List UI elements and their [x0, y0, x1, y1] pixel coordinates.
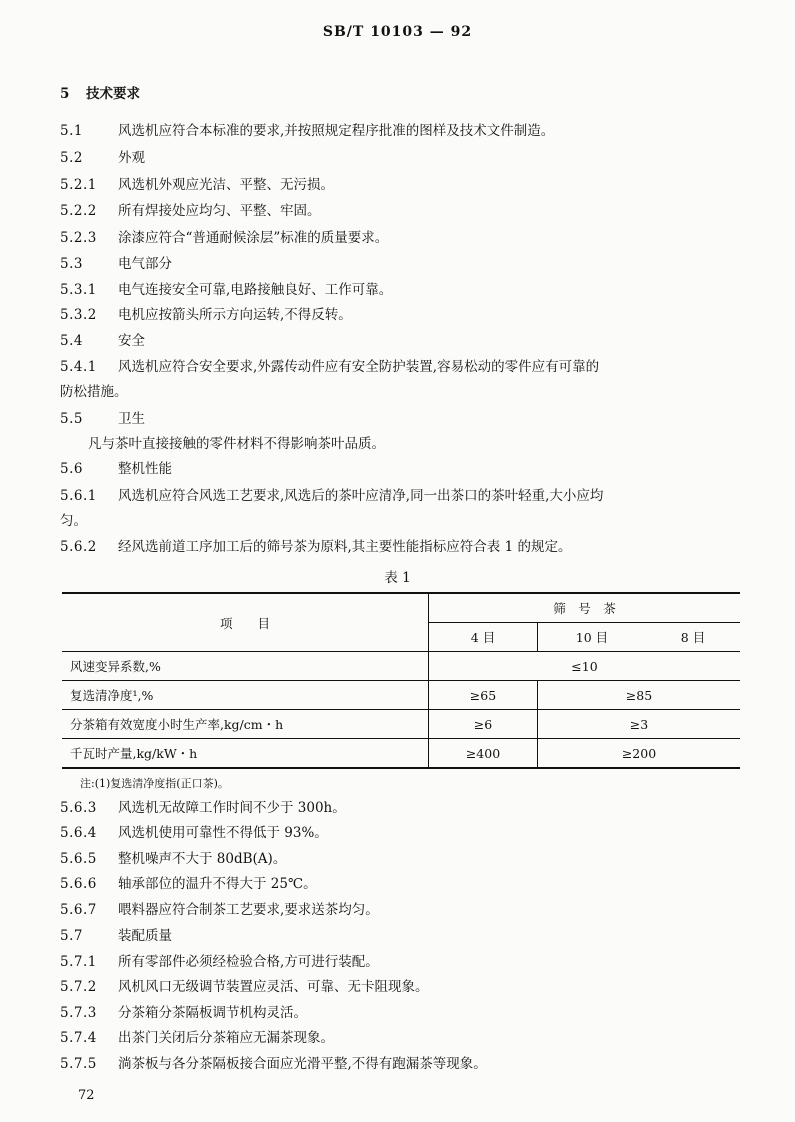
table-note: 注:(1)复选清净度指(正口茶)。: [80, 777, 229, 790]
table-cell: ≥6: [429, 710, 538, 739]
clause: 5.6.7 喂料器应符合制茶工艺要求,要求送茶均匀。: [60, 902, 379, 918]
table-cell-label: 风速变异系数,%: [62, 652, 429, 681]
clause: 5.4 安全: [60, 333, 145, 349]
table-cell-label: 复选清净度¹,%: [62, 681, 429, 710]
document-header: SB/T 10103 — 92: [322, 24, 473, 40]
clause: 5.6 整机性能: [60, 461, 172, 477]
clause: 5.6.2 经风选前道工序加工后的筛号茶为原料,其主要性能指标应符合表 1 的规定。: [60, 539, 572, 555]
table-subheader: 4 目: [429, 623, 538, 652]
clause: 5.7.5 淌茶板与各分茶隔板接合面应光滑平整,不得有跑漏茶等现象。: [60, 1056, 487, 1072]
clause: 5.7.4 出茶门关闭后分茶箱应无漏茶现象。: [60, 1030, 334, 1046]
clause: 5.3.2 电机应按箭头所示方向运转,不得反转。: [60, 307, 352, 323]
table-cell: ≤10: [429, 652, 741, 681]
table-header-group: 筛 号 茶: [429, 593, 741, 623]
table-row: [62, 710, 740, 739]
clause: 5.6.1 风选机应符合风选工艺要求,风选后的茶叶应清净,同一出茶口的茶叶轻重,大小应均: [60, 488, 604, 504]
clause-continuation: 匀。: [60, 513, 87, 529]
table-cell: ≥3: [538, 710, 741, 739]
table-subheader: 8 目: [646, 623, 740, 652]
table-cell: ≥65: [429, 681, 538, 710]
clause: 5.7.1 所有零部件必须经检验合格,方可进行装配。: [60, 954, 379, 970]
clause: 5.1 风选机应符合本标准的要求,并按照规定程序批准的图样及技术文件制造。: [60, 123, 555, 139]
section-number: 5: [60, 86, 70, 102]
clause: 5.7.2 风机风口无级调节装置应灵活、可靠、无卡阻现象。: [60, 979, 429, 995]
clause: 5.5 卫生: [60, 411, 145, 427]
clause: 5.4.1 风选机应符合安全要求,外露传动件应有安全防护装置,容易松动的零件应有可靠的: [60, 359, 600, 375]
clause: 5.2.2 所有焊接处应均匀、平整、牢固。: [60, 203, 321, 219]
table-cell: ≥200: [538, 739, 741, 769]
clause: 5.6.4 风选机使用可靠性不得低于 93%。: [60, 825, 328, 841]
table-cell: ≥400: [429, 739, 538, 769]
clause: 5.2 外观: [60, 150, 145, 166]
table-header-item: 项 目: [62, 593, 429, 652]
page-number: 72: [78, 1088, 95, 1103]
table-row: [62, 681, 740, 710]
clause: 5.7.3 分茶箱分茶隔板调节机构灵活。: [60, 1005, 307, 1021]
table-row: [62, 739, 740, 769]
table-cell-label: 千瓦时产量,kg/kW・h: [62, 739, 429, 769]
clause-continuation: 防松措施。: [60, 384, 128, 400]
table-caption: 表 1: [384, 570, 411, 586]
clause-body: 凡与茶叶直接接触的零件材料不得影响茶叶品质。: [88, 436, 385, 452]
clause: 5.2.3 涂漆应符合“普通耐候涂层”标准的质量要求。: [60, 230, 389, 246]
table-cell-label: 分茶箱有效宽度小时生产率,kg/cm・h: [62, 710, 429, 739]
table-row: [62, 652, 740, 681]
performance-table: [62, 592, 740, 769]
clause: 5.3.1 电气连接安全可靠,电路接触良好、工作可靠。: [60, 282, 393, 298]
clause: 5.7 装配质量: [60, 928, 172, 944]
table-subheader: 10 目: [538, 623, 647, 652]
clause: 5.3 电气部分: [60, 256, 172, 272]
section-heading: [60, 84, 140, 104]
clause: 5.2.1 风选机外观应光洁、平整、无污损。: [60, 177, 334, 193]
section-title: 技术要求: [86, 86, 140, 102]
clause: 5.6.5 整机噪声不大于 80dB(A)。: [60, 851, 287, 867]
clause: 5.6.3 风选机无故障工作时间不少于 300h。: [60, 800, 346, 816]
clause: 5.6.6 轴承部位的温升不得大于 25℃。: [60, 876, 317, 892]
table-cell: ≥85: [538, 681, 741, 710]
